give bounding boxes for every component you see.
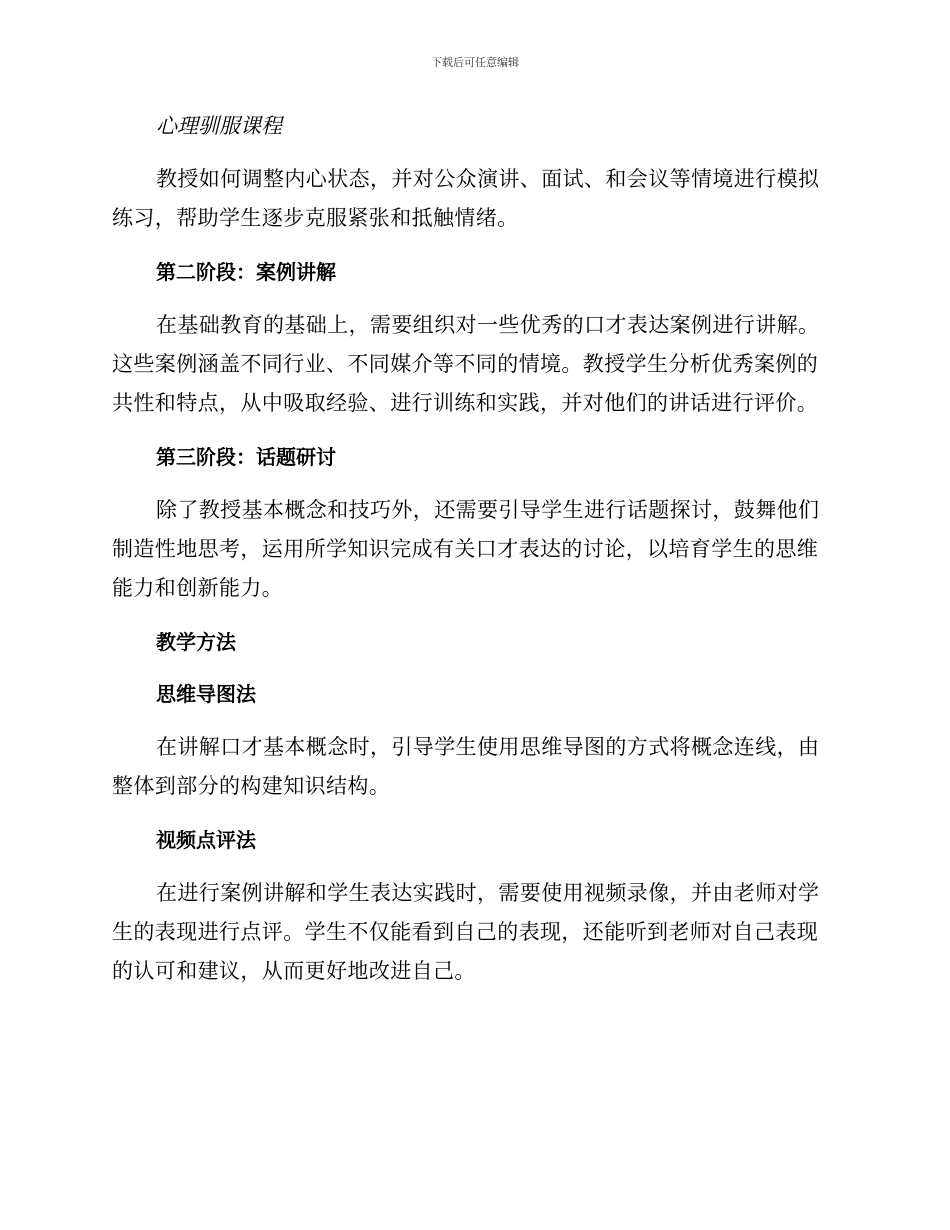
page-header: 下载后可任意编辑 xyxy=(431,56,519,69)
document-body xyxy=(112,108,832,1007)
section-heading-stage-three: 第三阶段：话题研讨 xyxy=(156,445,336,469)
paragraph-psychology: 教授如何调整内心状态，并对公众演讲、面试、和会议等情境进行模拟练习，帮助学生逐步克服紧张和抵触情绪。 xyxy=(112,167,820,230)
paragraph-mind-map: 在讲解口才基本概念时，引导学生使用思维导图的方式将概念连线，由整体到部分的构建知识结构。 xyxy=(112,735,820,798)
paragraph-stage-three: 除了教授基本概念和技巧外，还需要引导学生进行话题探讨，鼓舞他们制造性地思考，运用所学知识完成有关口才表达的讨论，以培育学生的思维能力和创新能力。 xyxy=(112,498,820,600)
paragraph-video-review: 在进行案例讲解和学生表达实践时，需要使用视频录像，并由老师对学生的表现进行点评。学生不仅能看到自己的表现，还能听到老师对自己表现的认可和建议，从而更好地改进自己。 xyxy=(112,881,820,983)
section-heading-teaching-methods: 教学方法 xyxy=(156,630,236,654)
section-heading-stage-two: 第二阶段：案例讲解 xyxy=(156,260,336,284)
section-heading-psychology: 心理驯服课程 xyxy=(156,114,282,138)
paragraph-stage-two: 在基础教育的基础上，需要组织对一些优秀的口才表达案例进行讲解。这些案例涵盖不同行业、不同媒介等不同的情境。教授学生分析优秀案例的共性和特点，从中吸取经验、进行训练和实践，并对他们的讲话进行评价。 xyxy=(112,313,820,415)
section-heading-video-review: 视频点评法 xyxy=(156,828,256,852)
section-heading-mind-map: 思维导图法 xyxy=(156,682,256,706)
